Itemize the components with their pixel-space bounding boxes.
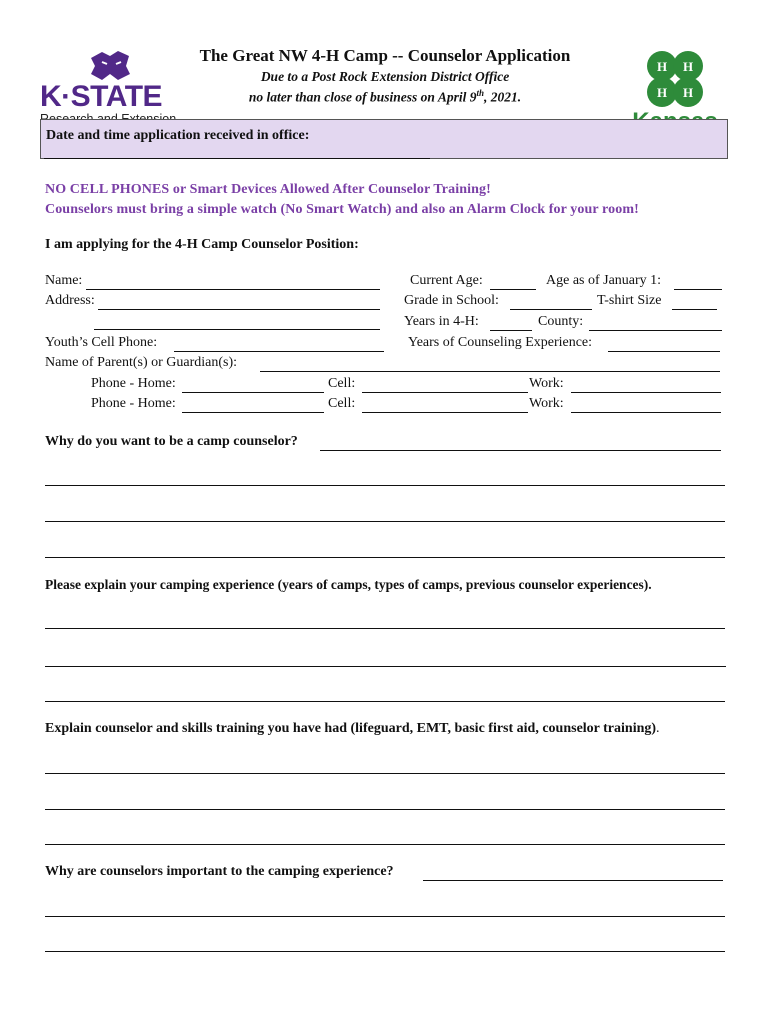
- wildcat-logo-icon: [88, 50, 132, 82]
- years-4h-label: Years in 4-H:: [404, 314, 479, 329]
- age-jan-field[interactable]: [674, 289, 722, 290]
- phone-home-label: Phone - Home:: [91, 376, 176, 391]
- kstate-wordmark: K·STATE: [40, 80, 163, 113]
- answer-line[interactable]: [45, 844, 725, 845]
- parents-label: Name of Parent(s) or Guardian(s):: [45, 355, 238, 370]
- address-field[interactable]: [98, 309, 380, 310]
- work-field-2[interactable]: [571, 412, 721, 413]
- answer-line[interactable]: [45, 485, 725, 486]
- answer-line[interactable]: [45, 773, 725, 774]
- form-subtitle-line1: Due to a Post Rock Extension District Office: [260, 69, 510, 84]
- youth-cell-field[interactable]: [174, 351, 384, 352]
- youth-cell-label: Youth’s Cell Phone:: [45, 335, 158, 350]
- name-field[interactable]: [86, 289, 380, 290]
- tshirt-label: T-shirt Size: [597, 293, 662, 308]
- question-camping-experience: Please explain your camping experience (years of camps, types of camps, previous counselor experiences).: [45, 577, 652, 592]
- answer-line[interactable]: [45, 809, 725, 810]
- age-jan-label: Age as of January 1:: [546, 273, 662, 288]
- work-field[interactable]: [571, 392, 721, 393]
- address-field-line2[interactable]: [94, 329, 380, 330]
- answer-line[interactable]: [45, 951, 725, 952]
- current-age-field[interactable]: [490, 289, 536, 290]
- parents-field[interactable]: [260, 371, 720, 372]
- office-received-line[interactable]: [44, 158, 430, 159]
- phone-home-field[interactable]: [182, 392, 324, 393]
- answer-line[interactable]: [320, 450, 721, 451]
- grade-label: Grade in School:: [404, 293, 499, 308]
- applying-heading: I am applying for the 4-H Camp Counselor Position:: [45, 237, 359, 252]
- question-training: Explain counselor and skills training you have had (lifeguard, EMT, basic first aid, counselor training).: [45, 721, 660, 736]
- answer-line[interactable]: [45, 557, 725, 558]
- office-received-label: Date and time application received in office:: [46, 128, 310, 143]
- form-title: The Great NW 4-H Camp -- Counselor Application: [199, 46, 571, 65]
- phone-home-field-2[interactable]: [182, 412, 324, 413]
- clover-letter: H: [656, 85, 668, 100]
- years-4h-field[interactable]: [490, 330, 532, 331]
- clover-letter: H: [656, 59, 668, 74]
- cell-field[interactable]: [362, 392, 528, 393]
- work-label: Work:: [529, 376, 564, 391]
- answer-line[interactable]: [45, 701, 725, 702]
- cell-label: Cell:: [328, 396, 356, 411]
- address-label: Address:: [45, 293, 95, 308]
- question-counselor-importance: Why are counselors important to the camping experience?: [45, 864, 394, 879]
- name-label: Name:: [45, 273, 83, 288]
- answer-line[interactable]: [45, 521, 725, 522]
- question-why-counselor: Why do you want to be a camp counselor?: [45, 434, 298, 449]
- answer-line[interactable]: [45, 628, 725, 629]
- county-label: County:: [538, 314, 584, 329]
- current-age-label: Current Age:: [410, 273, 483, 288]
- grade-field[interactable]: [510, 309, 592, 310]
- years-counseling-label: Years of Counseling Experience:: [408, 335, 593, 350]
- cell-field-2[interactable]: [362, 412, 528, 413]
- answer-line[interactable]: [45, 916, 725, 917]
- phone-home-label: Phone - Home:: [91, 396, 176, 411]
- warning-watch-clock: Counselors must bring a simple watch (No Smart Watch) and also an Alarm Clock for your room!: [45, 202, 639, 217]
- cell-label: Cell:: [328, 376, 356, 391]
- clover-letter: H: [682, 85, 694, 100]
- county-field[interactable]: [589, 330, 722, 331]
- clover-letter: H: [682, 59, 694, 74]
- form-subtitle-line2: no later than close of business on April 9th, 2021.: [248, 88, 522, 105]
- answer-line[interactable]: [423, 880, 723, 881]
- years-counseling-field[interactable]: [608, 351, 720, 352]
- work-label: Work:: [529, 396, 564, 411]
- answer-line[interactable]: [45, 666, 726, 667]
- warning-cell-phones: NO CELL PHONES or Smart Devices Allowed After Counselor Training!: [45, 182, 491, 197]
- tshirt-field[interactable]: [672, 309, 717, 310]
